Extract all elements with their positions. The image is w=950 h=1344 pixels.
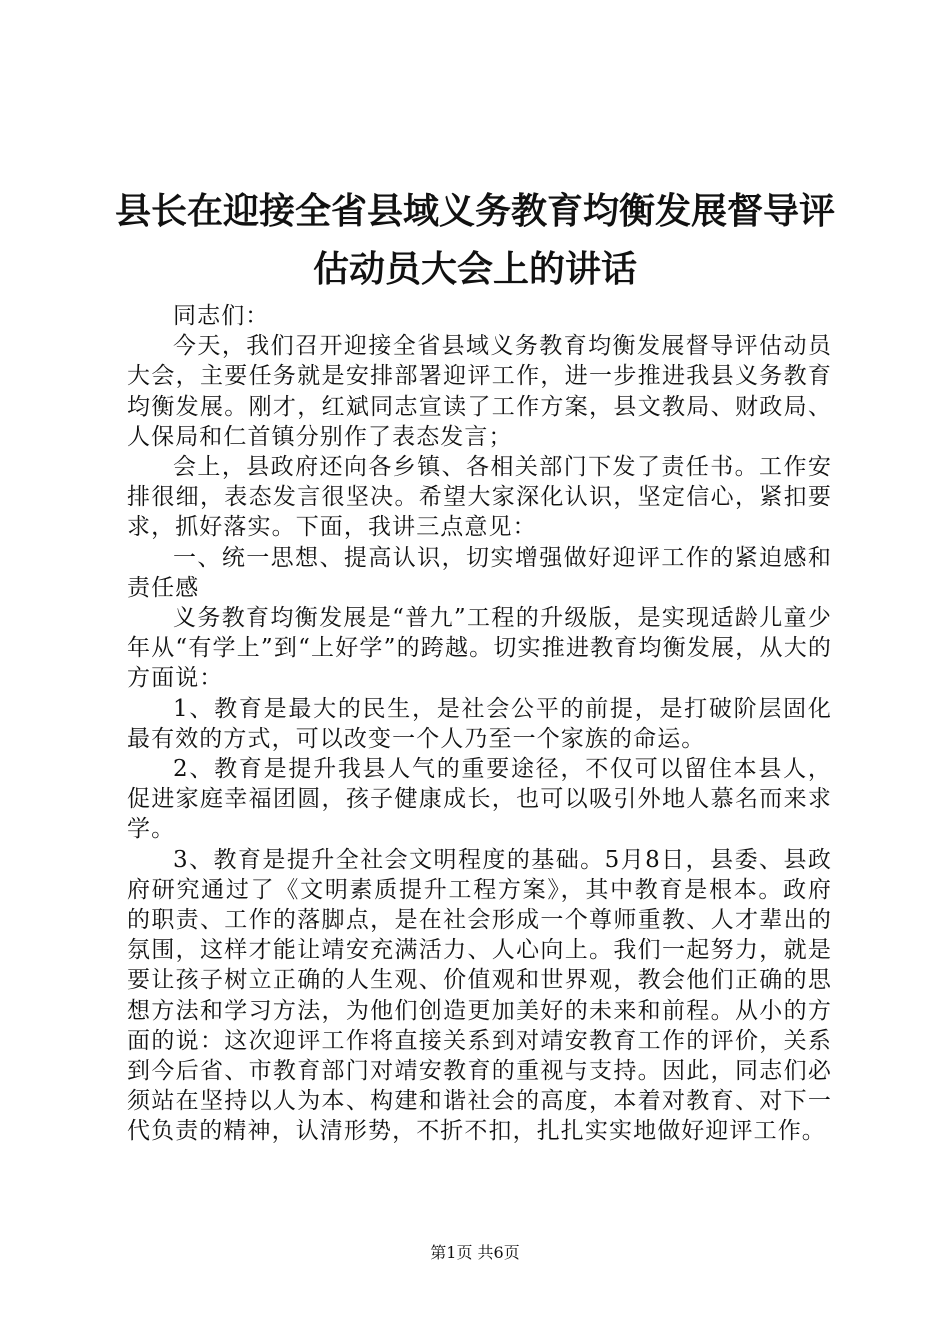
point-1: 1、教育是最大的民生，是社会公平的前提，是打破阶层固化最有效的方式，可以改变一个人乃至一个家族的命运。 [127, 695, 832, 752]
paragraph-intro: 今天，我们召开迎接全省县域义务教育均衡发展督导评估动员大会，主要任务就是安排部署迎评工作，进一步推进我县义务教育均衡发展。刚才，红斌同志宣读了工作方案，县文教局、财政局、人保局和仁首镇分别作了表态发言； [127, 333, 832, 450]
point-3: 3、教育是提升全社会文明程度的基础。5月8日，县委、县政府研究通过了《文明素质提升工程方案》，其中教育是根本。政府的职责、工作的落脚点，是在社会形成一个尊师重教、人才辈出的氛围，这样才能让靖安充满活力、人心向上。我们一起努力，就是要让孩子树立正确的人生观、价值观和世界观，教会他们正确的思想方法和学习方法，为他们创造更加美好的未来和前程。从小的方面的说：这次迎评工作将直接关系到对靖安教育工作的评价，关系到今后省、市教育部门对靖安教育的重视与支持。因此，同志们必须站在坚持以人为本、构建和谐社会的高度，本着对教育、对下一代负责的精神，认清形势，不折不扣，扎扎实实地做好迎评工作。 [127, 846, 832, 1145]
document-title-line-2: 估动员大会上的讲话 [312, 249, 637, 290]
paragraph-meeting: 会上，县政府还向各乡镇、各相关部门下发了责任书。工作安排很细，表态发言很坚决。希望大家深化认识，坚定信心，紧扣要求，抓好落实。下面，我讲三点意见： [127, 454, 832, 541]
document-title-line-1: 县长在迎接全省县域义务教育均衡发展督导评 [114, 191, 835, 232]
salutation: 同志们： [173, 303, 270, 329]
page-number-footer: 第1页 共6页 [430, 1243, 520, 1262]
document-body [127, 301, 832, 1147]
paragraph-balance: 义务教育均衡发展是“普九”工程的升级版，是实现适龄儿童少年从“有学上”到“上好学”的跨越。切实推进教育均衡发展，从大的方面说： [127, 605, 832, 692]
point-2: 2、教育是提升我县人气的重要途径，不仅可以留住本县人，促进家庭幸福团圆，孩子健康成长，也可以吸引外地人慕名而来求学。 [127, 756, 832, 843]
section-heading-1: 一、统一思想、提高认识，切实增强做好迎评工作的紧迫感和责任感 [127, 544, 832, 601]
